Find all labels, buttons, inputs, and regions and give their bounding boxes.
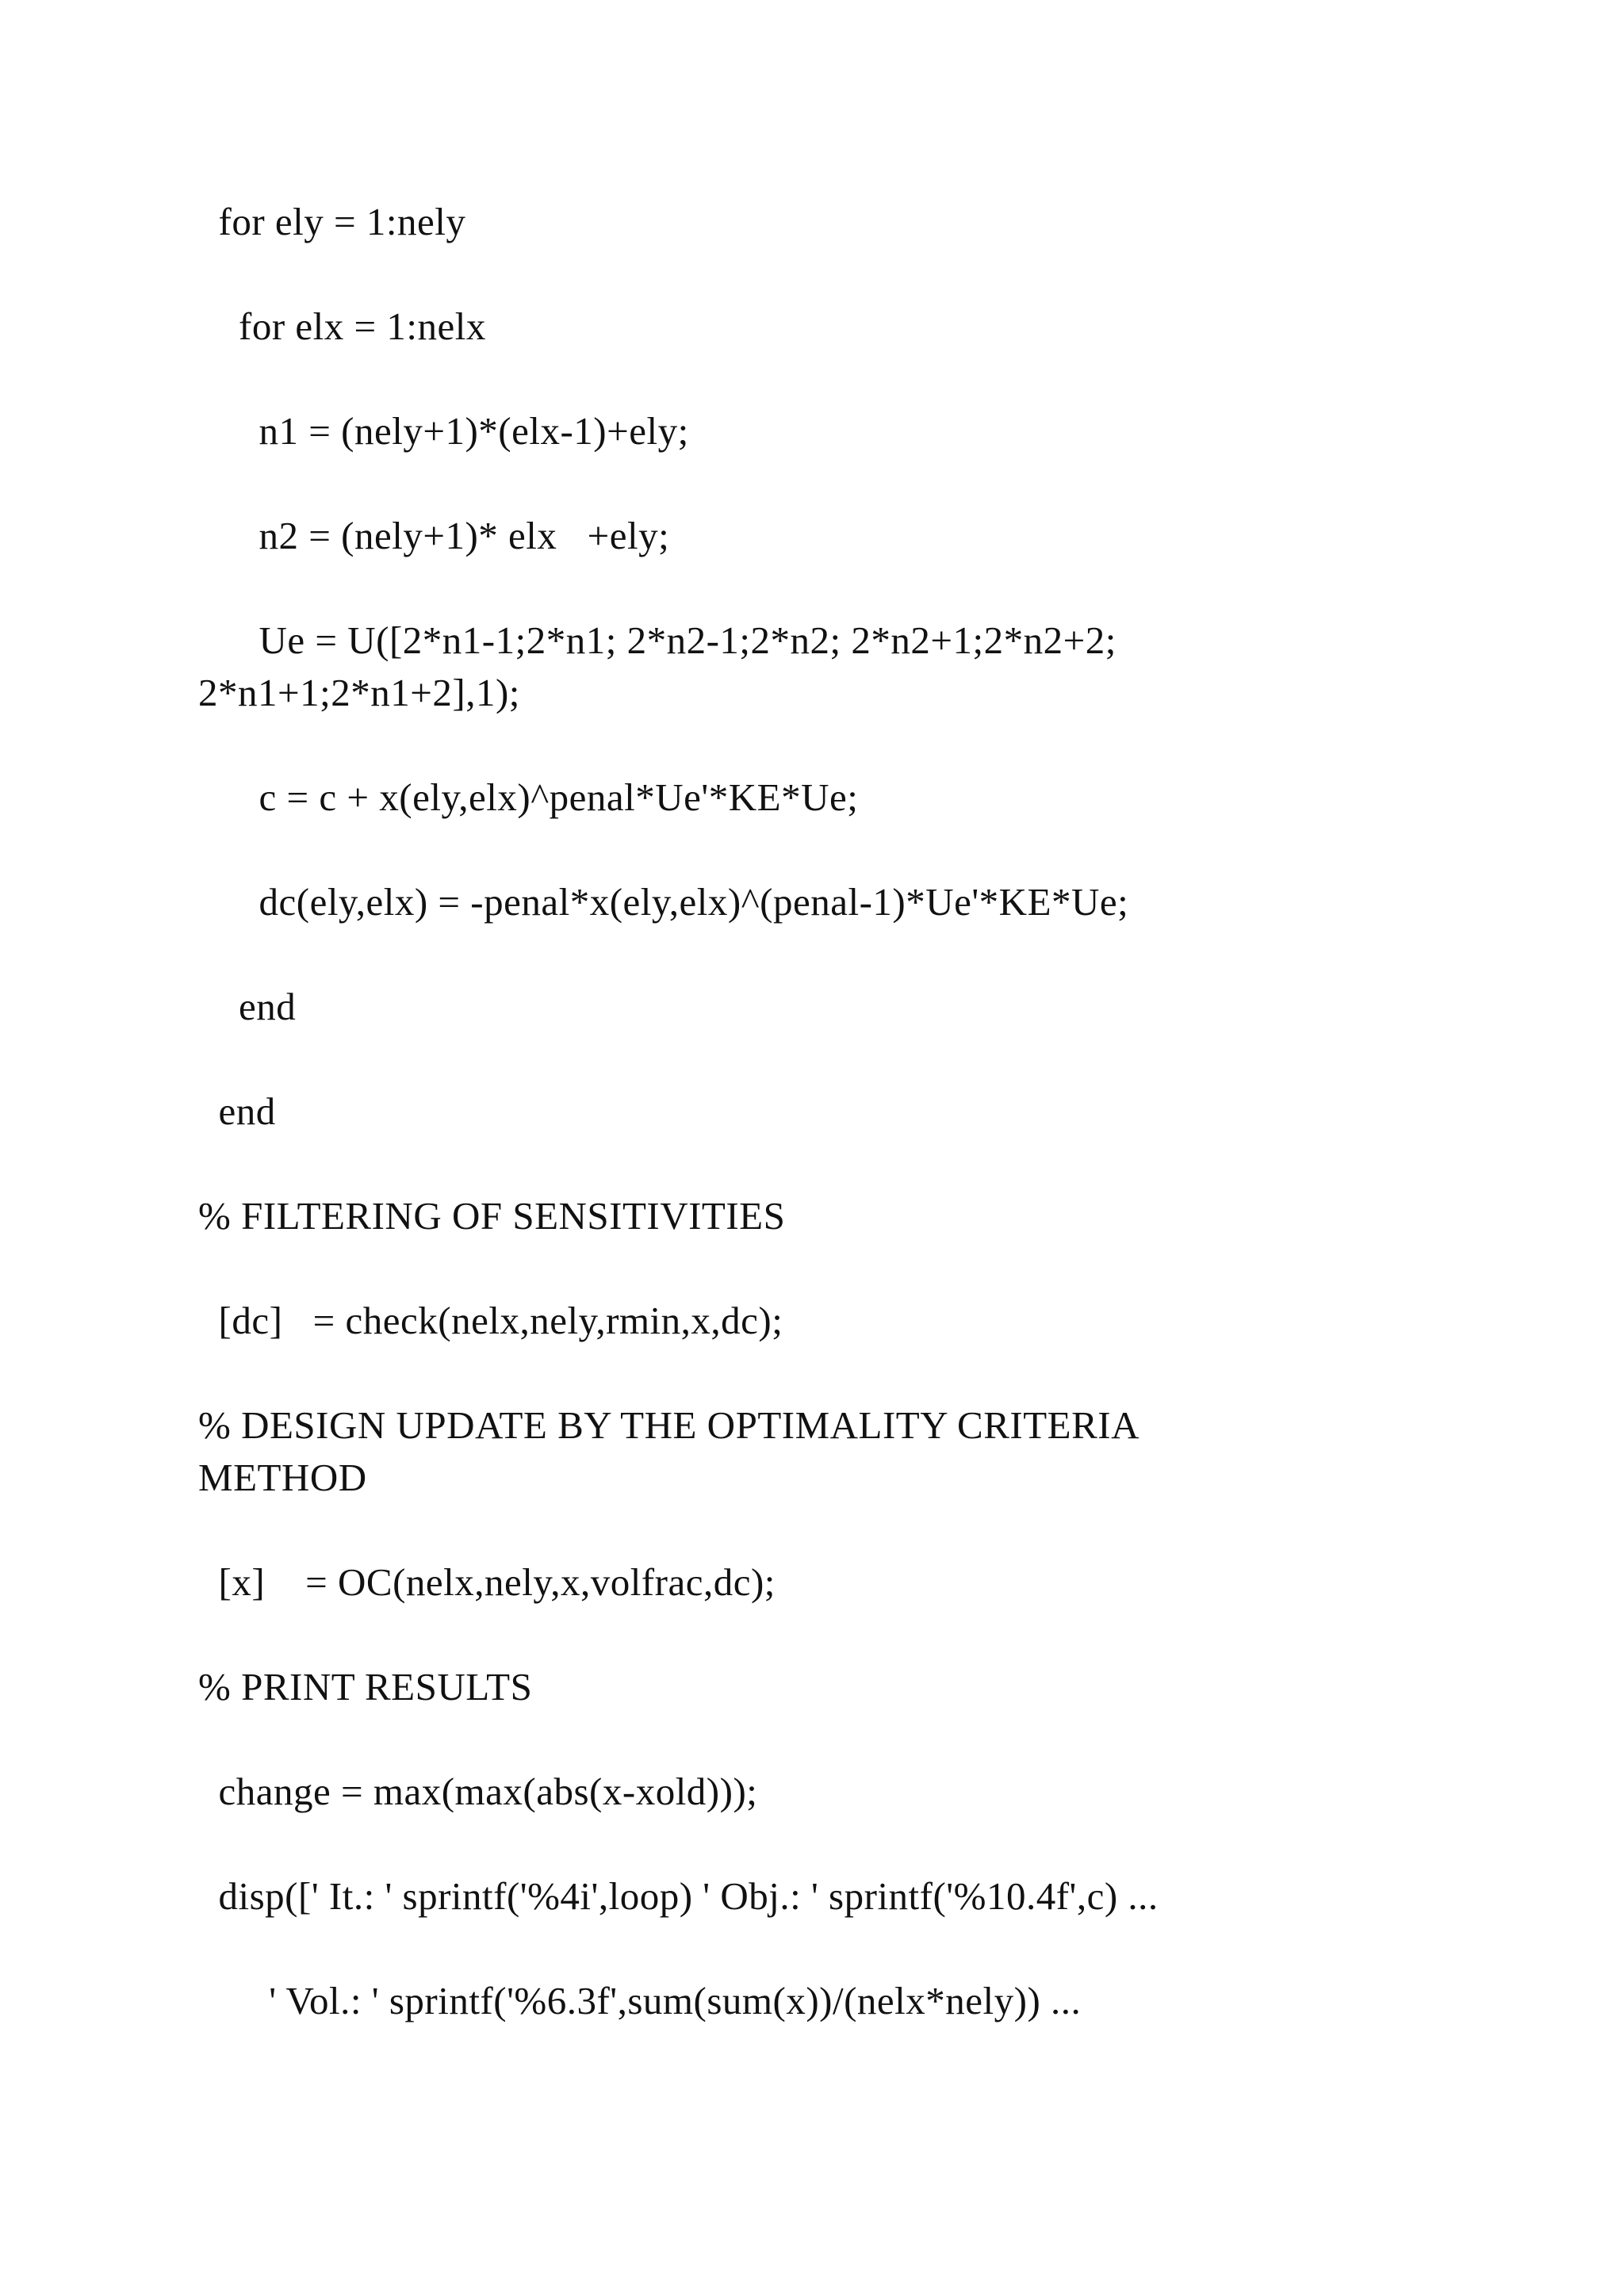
code-line-oc: [x] = OC(nelx,nely,x,volfrac,dc); [198,1560,776,1604]
comment-design-update-continued: METHOD [198,1456,367,1499]
code-line-compliance: c = c + x(ely,elx)^penal*Ue'*KE*Ue; [198,775,859,819]
comment-design-update: % DESIGN UPDATE BY THE OPTIMALITY CRITERIA [198,1403,1139,1447]
code-line-disp-continued: ' Vol.: ' sprintf('%6.3f',sum(sum(x))/(nelx*nely)) ... [198,1979,1082,2022]
comment-print-results: % PRINT RESULTS [198,1665,533,1709]
code-line-ue-continued: 2*n1+1;2*n1+2],1); [198,671,520,714]
code-line-for-elx: for elx = 1:nelx [198,304,486,348]
code-line-for-ely: for ely = 1:nely [198,200,466,243]
code-line-end-inner: end [198,985,297,1028]
code-line-ue: Ue = U([2*n1-1;2*n1; 2*n2-1;2*n2; 2*n2+1;2*n2+2; [198,618,1116,662]
code-line-end-outer: end [198,1089,276,1133]
code-line-sensitivity: dc(ely,elx) = -penal*x(ely,elx)^(penal-1)*Ue'*KE*Ue; [198,880,1129,924]
code-line-n1: n1 = (nely+1)*(elx-1)+ely; [198,409,689,453]
code-line-n2: n2 = (nely+1)* elx +ely; [198,514,670,557]
code-line-change: change = max(max(abs(x-xold))); [198,1770,758,1813]
comment-filtering: % FILTERING OF SENSITIVITIES [198,1194,786,1238]
code-line-disp: disp([' It.: ' sprintf('%4i',loop) ' Obj.: ' sprintf('%10.4f',c) ... [198,1874,1159,1918]
code-line-check: [dc] = check(nelx,nely,rmin,x,dc); [198,1299,783,1342]
